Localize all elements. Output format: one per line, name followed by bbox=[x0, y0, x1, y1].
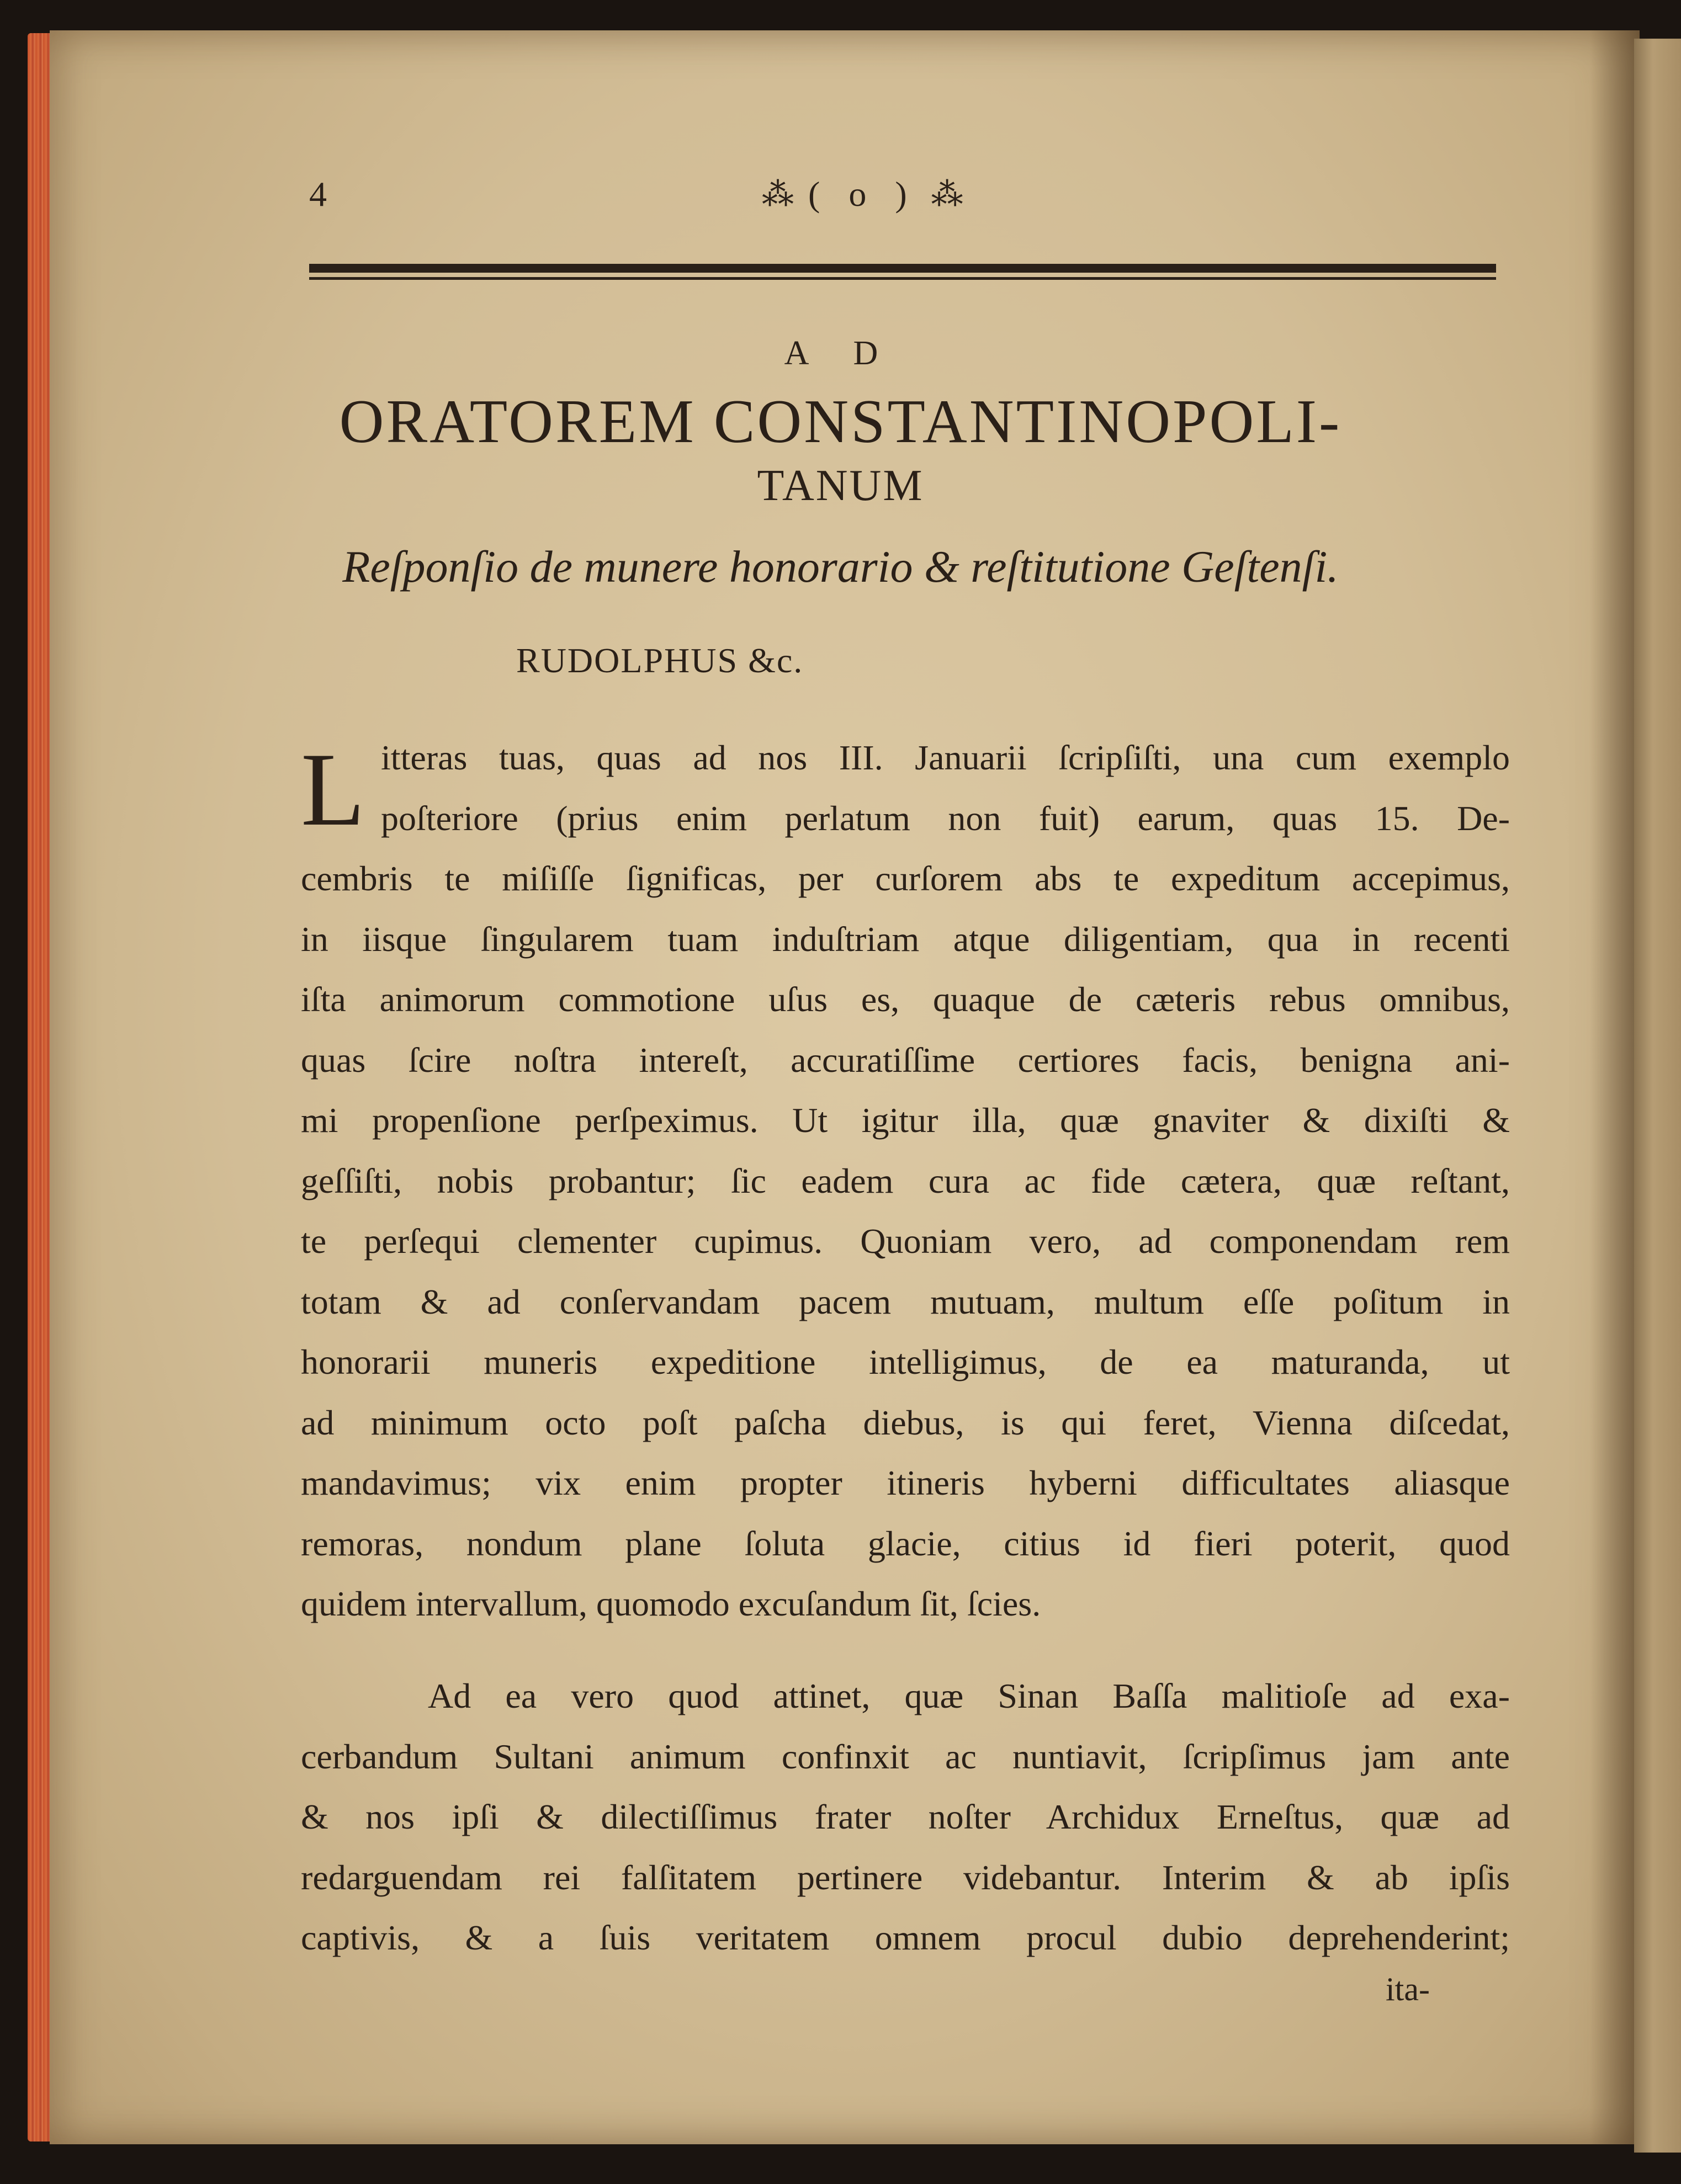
text-line: mi propenſione perſpeximus. Ut igitur illa, quæ gnaviter & dixiſti & bbox=[301, 1101, 1510, 1140]
paragraph-2 bbox=[301, 1666, 1510, 1968]
text-line: Ad ea vero quod attinet, quæ Sinan Baſſa malitioſe ad exa- bbox=[428, 1676, 1510, 1715]
text-line: quas ſcire noſtra intereſt, accuratiſſime certiores facis, benigna ani- bbox=[301, 1040, 1510, 1080]
text-line: captivis, & a ſuis veritatem omnem procul dubio deprehenderint; bbox=[301, 1918, 1510, 1957]
title-main: ORATOREM CONSTANTINOPOLI- bbox=[339, 387, 1342, 456]
page-number: 4 bbox=[309, 174, 327, 214]
text-line: remoras, nondum plane ſoluta glacie, citius id fieri poterit, quod bbox=[301, 1523, 1510, 1563]
running-head-text: ( o ) bbox=[808, 174, 917, 214]
text-line: geſſiſti, nobis probantur; ſic eadem cura ac fide cætera, quæ reſtant, bbox=[301, 1161, 1510, 1200]
text-line: redarguendam rei falſitatem pertinere videbantur. Interim & ab ipſis bbox=[301, 1857, 1510, 1897]
page-header bbox=[309, 174, 1524, 235]
paragraph-1 bbox=[301, 727, 1510, 1634]
sender-name: RUDOLPHUS &c. bbox=[516, 641, 804, 680]
text-line: in iisque ſingularem tuam induſtriam atque diligentiam, qua in recenti bbox=[301, 919, 1510, 959]
catchword: ita- bbox=[1386, 1971, 1430, 2007]
title-main-continued: TANUM bbox=[757, 461, 924, 510]
header-rule-thick bbox=[309, 264, 1496, 273]
drop-cap: L bbox=[301, 732, 365, 848]
text-line: itteras tuas, quas ad nos III. Januarii ſcripſiſti, una cum exemplo bbox=[381, 738, 1510, 777]
text-line: totam & ad conſervandam pacem mutuam, multum eſſe poſitum in bbox=[301, 1282, 1510, 1321]
text-line: cembris te miſiſſe ſignificas, per curſorem abs te expeditum accepimus, bbox=[301, 859, 1510, 898]
running-head bbox=[762, 174, 963, 215]
text-line: ad minimum octo poſt paſcha diebus, is qui feret, Vienna diſcedat, bbox=[301, 1402, 1510, 1442]
title-ad: A D bbox=[784, 334, 897, 372]
text-line: iſta animorum commotione uſus es, quaque de cæteris rebus omnibus, bbox=[301, 980, 1510, 1019]
text-line: cerbandum Sultani animum confinxit ac nuntiavit, ſcripſimus jam ante bbox=[301, 1736, 1510, 1776]
ornament-right-icon: ⁂ bbox=[931, 177, 963, 212]
text-line: quidem intervallum, quomodo excuſandum ſit, ſcies. bbox=[301, 1584, 1041, 1623]
text-line: honorarii muneris expeditione intelligimus, de ea maturanda, ut bbox=[301, 1342, 1510, 1381]
subtitle: Reſponſio de munere honorario & reſtitutione Geſtenſi. bbox=[342, 541, 1339, 592]
text-line: mandavimus; vix enim propter itineris hyberni difficultates aliasque bbox=[301, 1463, 1510, 1502]
ornament-left-icon: ⁂ bbox=[762, 177, 794, 212]
text-line: & nos ipſi & dilectiſſimus frater noſter Archidux Erneſtus, quæ ad bbox=[301, 1797, 1510, 1836]
header-rule-thin bbox=[309, 277, 1496, 280]
text-line: poſteriore (prius enim perlatum non fuit) earum, quas 15. De- bbox=[381, 798, 1510, 838]
text-line: te perſequi clementer cupimus. Quoniam vero, ad componendam rem bbox=[301, 1221, 1510, 1261]
